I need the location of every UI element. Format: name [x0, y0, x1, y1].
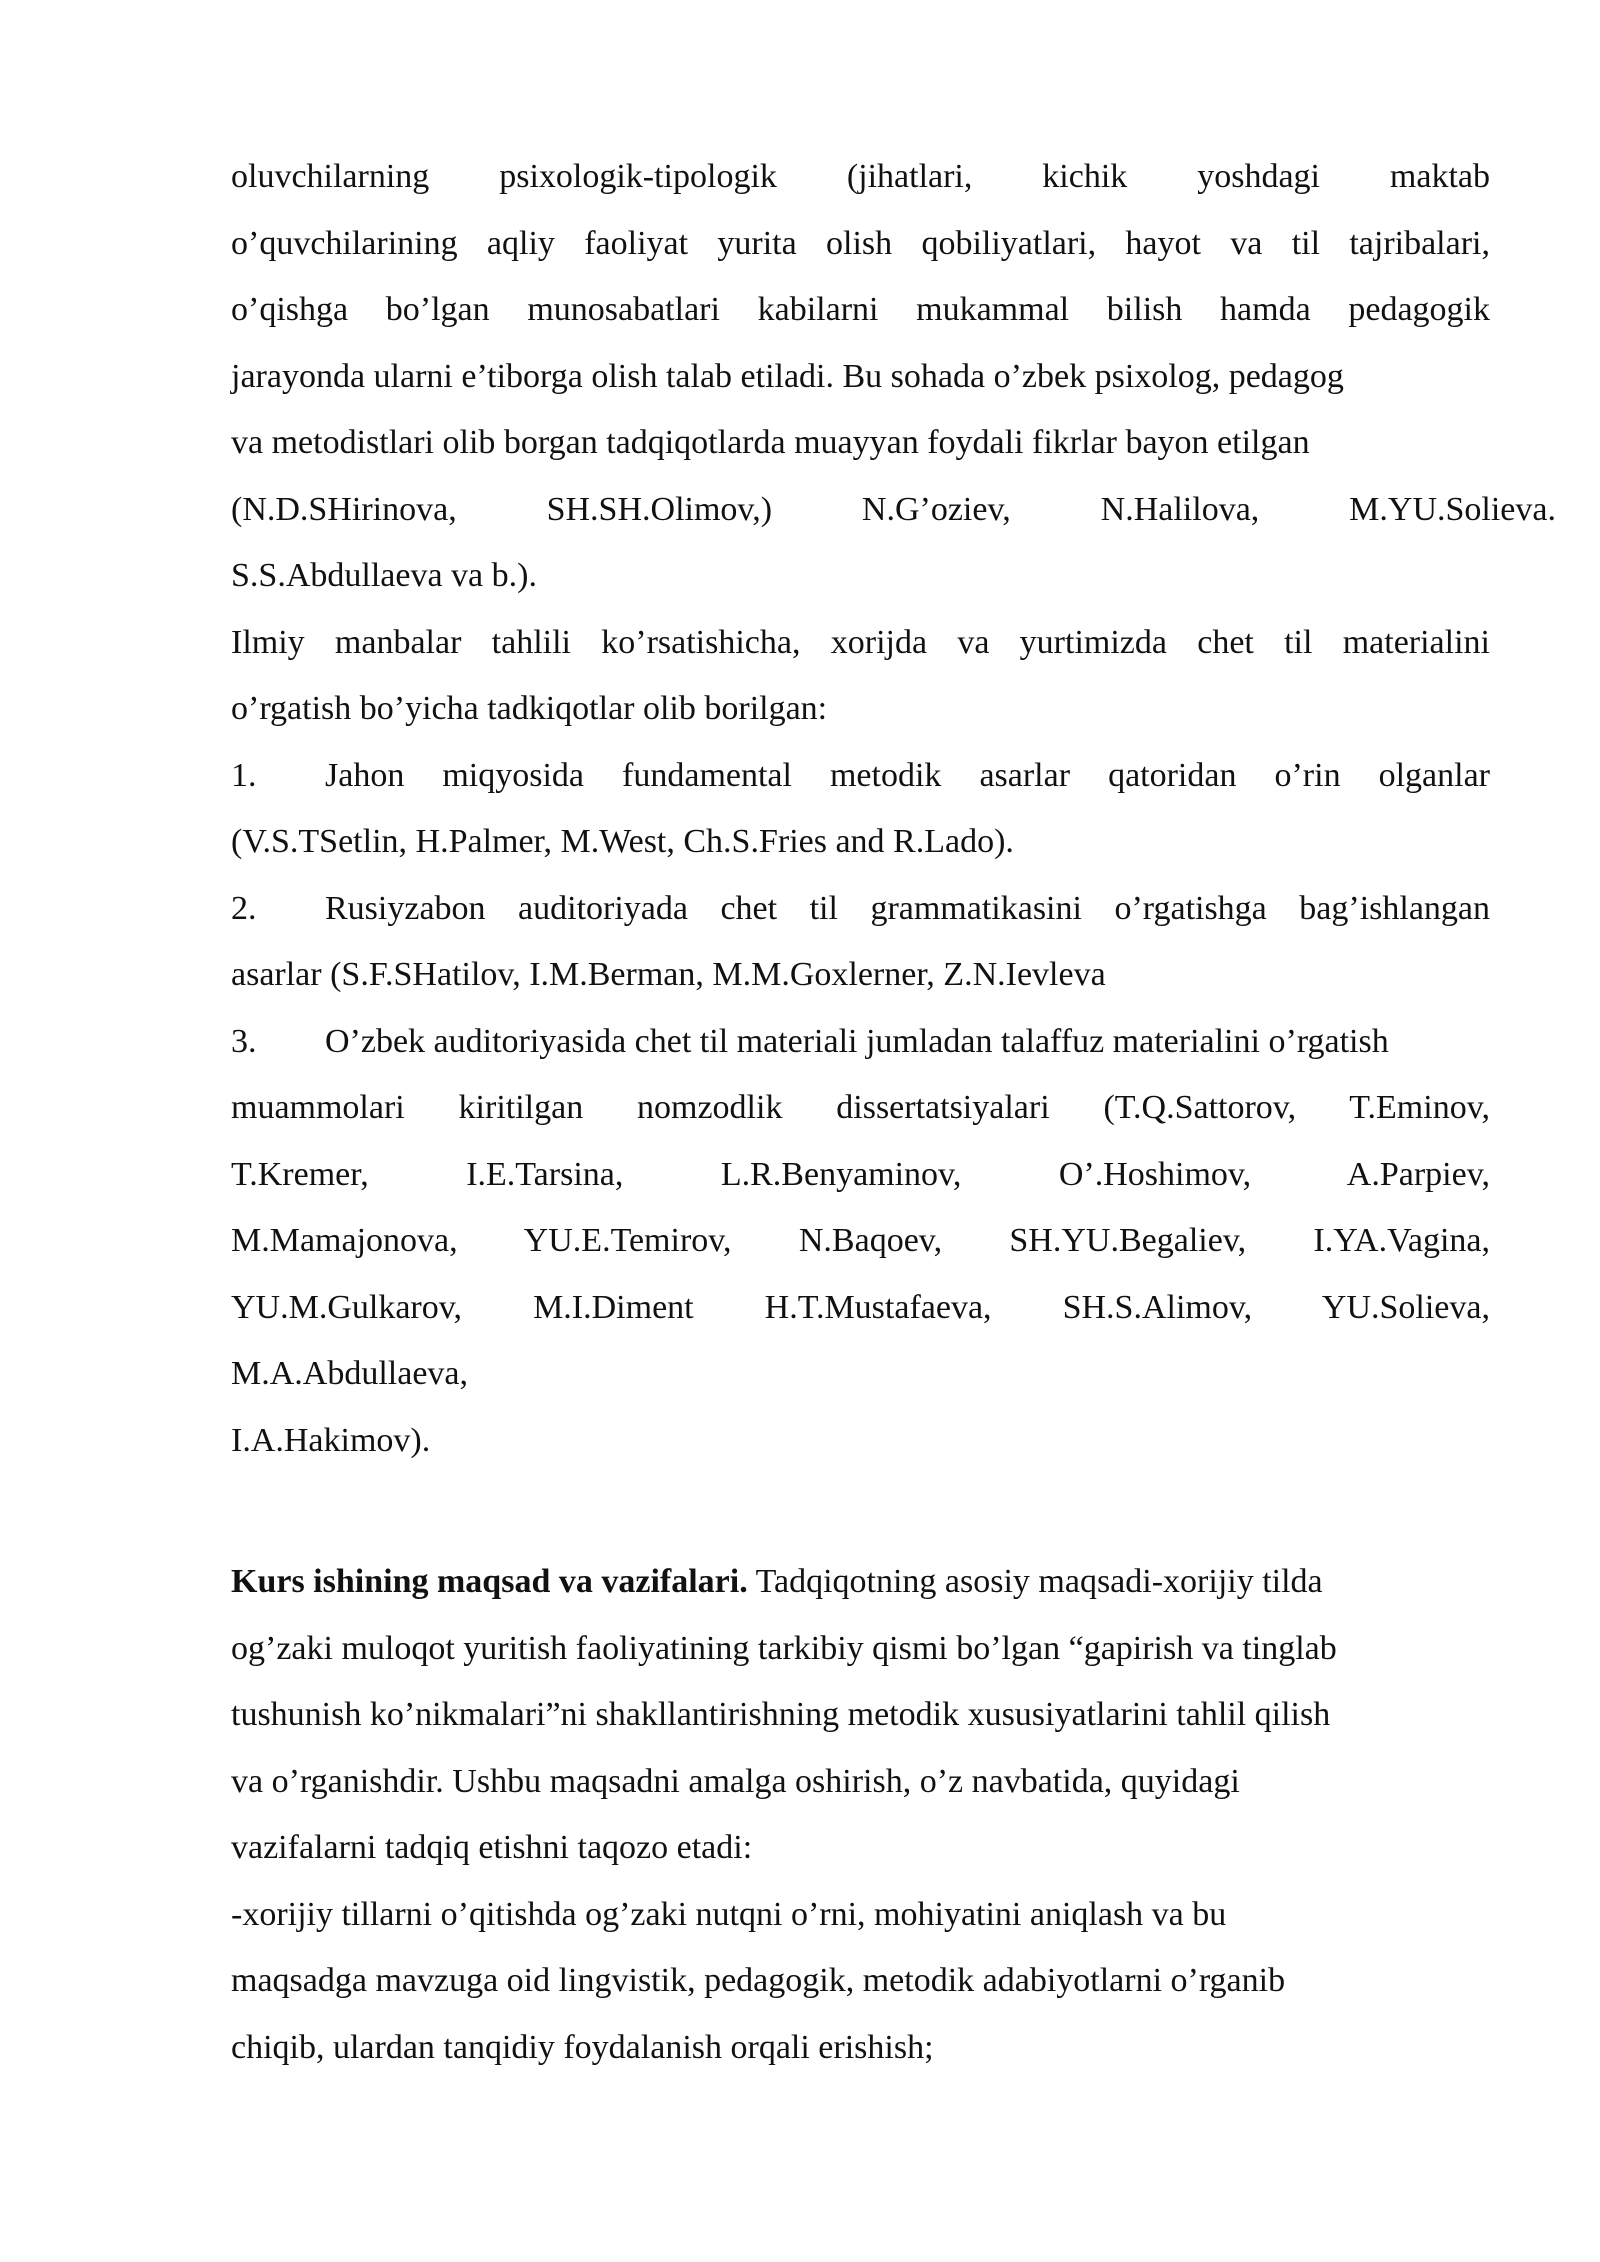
text-line: oluvchilarning psixologik-tipologik (jihatlari, kichik yoshdagi maktab	[231, 158, 1490, 195]
list-text: Rusiyzabon auditoriyada chet til grammatikasini o’rgatishga bag’ishlangan	[325, 889, 1490, 927]
text-line: Tadqiqotning asosiy maqsadi-xorijiy tilda	[755, 1563, 1323, 1600]
text-line: M.A.Abdullaeva,	[231, 1355, 469, 1392]
text-line: muammolari kiritilgan nomzodlik dissertatsiyalari (T.Q.Sattorov, T.Eminov,	[231, 1089, 1490, 1126]
text-line: o’quvchilarining aqliy faoliyat yurita olish qobiliyatlari, hayot va til tajribalari,	[231, 224, 1490, 262]
list-item	[231, 880, 1490, 947]
text-line: -xorijiy tillarni o’qitishda og’zaki nutqni o’rni, mohiyatini aniqlash va bu	[231, 1895, 1227, 1933]
text-line: o’rgatish bo’yicha tadkiqotlar olib borilgan:	[231, 690, 828, 727]
text-line: (N.D.SHirinova, SH.SH.Olimov,) N.G’oziev, N.Halilova, M.YU.Solieva.	[231, 490, 1556, 528]
text-line: maqsadga mavzuga oid lingvistik, pedagogik, metodik adabiyotlarni o’rganib	[231, 1962, 1286, 1999]
text-line: T.Kremer, I.E.Tarsina, L.R.Benyaminov, O’.Hoshimov, A.Parpiev,	[231, 1155, 1490, 1193]
text-line: Ilmiy manbalar tahlili ko’rsatishicha, xorijda va yurtimizda chet til materialini	[231, 623, 1490, 661]
text-line: I.A.Hakimov).	[231, 1421, 431, 1459]
section-intro-line	[231, 1553, 1490, 1620]
text-line: og’zaki muloqot yuritish faoliyatining tarkibiy qismi bo’lgan “gapirish va tinglab	[231, 1629, 1337, 1667]
text-line: vazifalarni tadqiq etishni taqozo etadi:	[231, 1829, 753, 1866]
text-line: va o’rganishdir. Ushbu maqsadni amalga oshirish, o’z navbatida, quyidagi	[231, 1762, 1240, 1800]
list-number: 2.	[231, 889, 257, 927]
list-text: Jahon miqyosida fundamental metodik asarlar qatoridan o’rin olganlar	[325, 756, 1490, 794]
list-text: O’zbek auditoriyasida chet til materiali jumladan talaffuz materialini o’rgatish	[325, 1022, 1389, 1060]
text-line: jarayonda ularni e’tiborga olish talab etiladi. Bu sohada o’zbek psixolog, pedagog	[231, 357, 1344, 395]
text-line: asarlar (S.F.SHatilov, I.M.Berman, M.M.Goxlerner, Z.N.Ievleva	[231, 956, 1106, 993]
list-item	[231, 1013, 1490, 1080]
document-body	[231, 148, 1556, 2085]
text-line: va metodistlari olib borgan tadqiqotlarda muayyan foydali fikrlar bayon etilgan	[231, 424, 1310, 461]
paragraph-gap	[231, 1478, 1490, 1553]
text-line: chiqib, ulardan tanqidiy foydalanish orqali erishish;	[231, 2028, 934, 2066]
text-line: tushunish ko’nikmalari”ni shakllantirishning metodik xususiyatlarini tahlil qilish	[231, 1696, 1331, 1733]
text-line: S.S.Abdullaeva va b.).	[231, 557, 537, 594]
list-number: 1.	[231, 756, 257, 794]
text-line: (V.S.TSetlin, H.Palmer, M.West, Ch.S.Fries and R.Lado).	[231, 823, 1014, 860]
list-number: 3.	[231, 1022, 257, 1060]
text-line: YU.M.Gulkarov, M.I.Diment H.T.Mustafaeva, SH.S.Alimov, YU.Solieva,	[231, 1288, 1490, 1326]
section-heading: Kurs ishining maqsad va vazifalari.	[231, 1563, 748, 1600]
text-line: o’qishga bo’lgan munosabatlari kabilarni mukammal bilish hamda pedagogik	[231, 291, 1490, 328]
text-line: M.Mamajonova, YU.E.Temirov, N.Baqoev, SH.YU.Begaliev, I.YA.Vagina,	[231, 1222, 1490, 1259]
list-item	[231, 747, 1490, 814]
